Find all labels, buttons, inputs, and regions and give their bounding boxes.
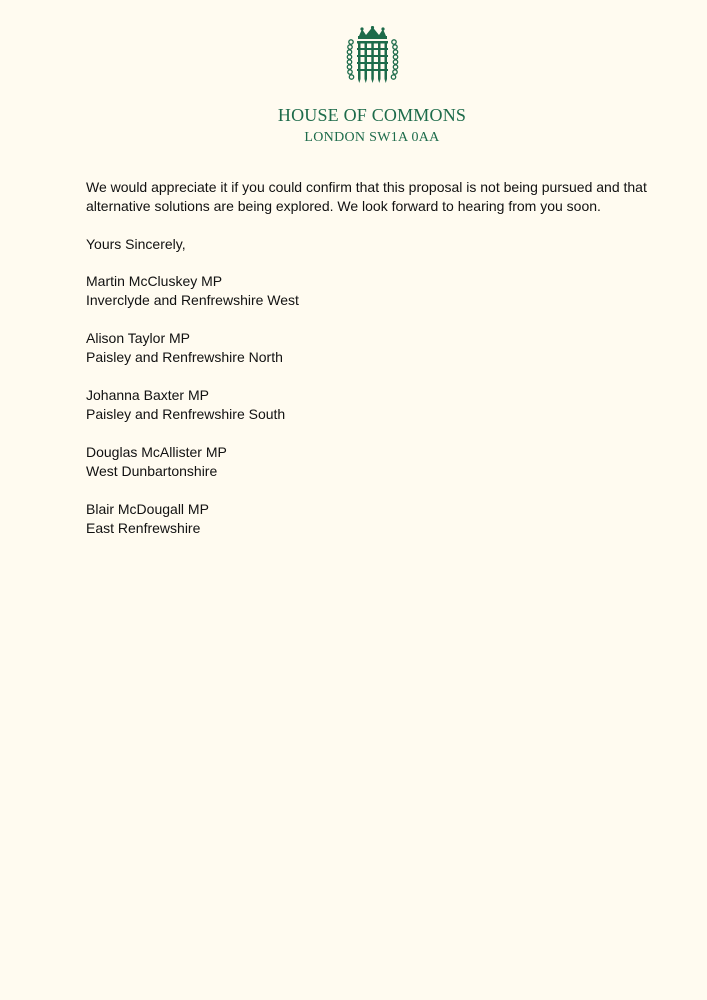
signatory-constituency: Paisley and Renfrewshire South bbox=[86, 406, 286, 422]
signatory-name: Douglas McAllister MP bbox=[86, 444, 227, 460]
signatory-constituency: Paisley and Renfrewshire North bbox=[86, 349, 283, 365]
signatory-constituency: East Renfrewshire bbox=[86, 520, 201, 536]
portcullis-crest-icon bbox=[345, 26, 400, 86]
signatory-name: Johanna Baxter MP bbox=[86, 387, 209, 403]
letterhead-organization: HOUSE OF COMMONS bbox=[277, 105, 467, 125]
signatory-name: Alison Taylor MP bbox=[86, 330, 191, 346]
signatory bbox=[86, 272, 666, 310]
signatory bbox=[86, 500, 666, 538]
letterhead-address: LONDON SW1A 0AA bbox=[304, 130, 440, 145]
signatory-name: Blair McDougall MP bbox=[86, 501, 209, 517]
letter-body bbox=[86, 178, 666, 557]
closing-salutation: Yours Sincerely, bbox=[86, 236, 186, 252]
signatory-list bbox=[86, 272, 666, 538]
signatory bbox=[86, 443, 666, 481]
signatory-constituency: Inverclyde and Renfrewshire West bbox=[86, 292, 299, 308]
signatory-name: Martin McCluskey MP bbox=[86, 273, 223, 289]
signatory-constituency: West Dunbartonshire bbox=[86, 463, 218, 479]
signatory bbox=[86, 386, 666, 424]
body-paragraph: We would appreciate it if you could confirm that this proposal is not being pursued and that alternative solutions are being explored. We look forward to hearing from you soon. bbox=[86, 179, 647, 214]
signatory bbox=[86, 329, 666, 367]
